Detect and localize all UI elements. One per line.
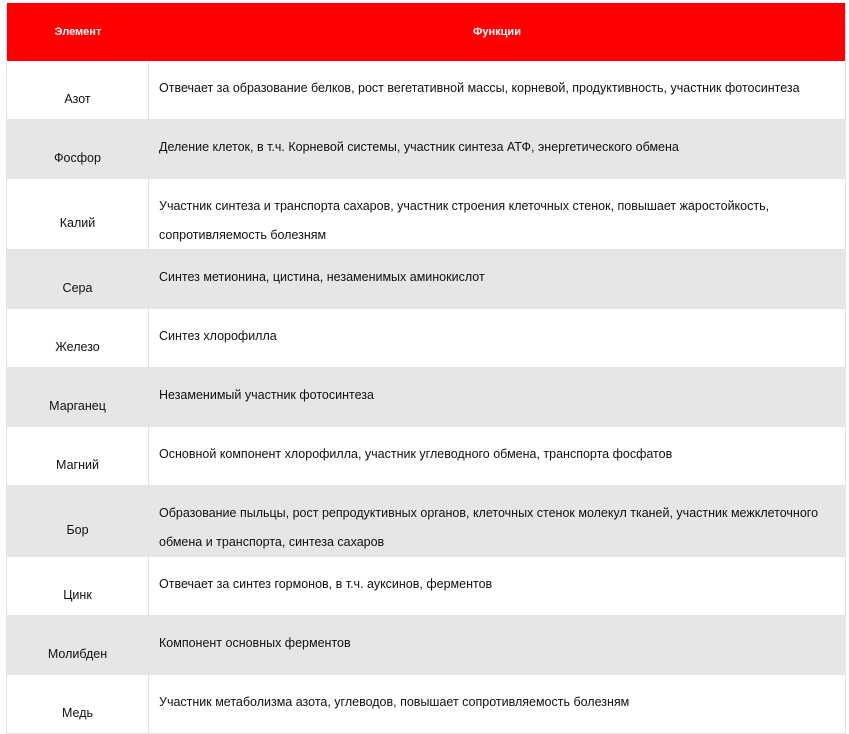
- element-cell: Калий: [7, 179, 149, 249]
- element-cell: Азот: [7, 61, 149, 119]
- table-row: [7, 368, 845, 427]
- header-element: Элемент: [54, 26, 102, 38]
- table-row: [7, 616, 845, 675]
- elements-table: [6, 3, 846, 734]
- function-cell: Участник синтеза и транспорта сахаров, участник строения клеточных стенок, повышает жаростойкость, сопротивляемость болезням: [159, 199, 770, 242]
- table-row: [7, 309, 845, 368]
- function-cell: Синтез хлорофилла: [159, 329, 277, 343]
- element-cell: Сера: [7, 250, 149, 308]
- function-cell: Отвечает за синтез гормонов, в т.ч. ауксинов, ферментов: [159, 577, 493, 591]
- header-functions: Функции: [473, 26, 521, 38]
- table-row: [7, 120, 845, 179]
- function-cell: Деление клеток, в т.ч. Корневой системы, участник синтеза АТФ, энергетического обмена: [159, 140, 679, 154]
- table-row: [7, 179, 845, 250]
- function-cell: Участник метаболизма азота, углеводов, повышает сопротивляемость болезням: [159, 695, 630, 709]
- function-cell: Незаменимый участник фотосинтеза: [159, 388, 374, 402]
- element-cell: Молибден: [7, 616, 149, 674]
- function-cell: Основной компонент хлорофилла, участник углеводного обмена, транспорта фосфатов: [159, 447, 673, 461]
- table-row: [7, 427, 845, 486]
- function-cell: Синтез метионина, цистина, незаменимых аминокислот: [159, 270, 485, 284]
- table-row: [7, 675, 845, 734]
- table-row: [7, 557, 845, 616]
- table-row: [7, 61, 845, 120]
- element-cell: Бор: [7, 486, 149, 556]
- element-cell: Магний: [7, 427, 149, 485]
- element-cell: Медь: [7, 675, 149, 733]
- table-row: [7, 486, 845, 557]
- table-header: [7, 3, 845, 61]
- element-cell: Железо: [7, 309, 149, 367]
- function-cell: Образование пыльцы, рост репродуктивных органов, клеточных стенок молекул тканей, участник межклеточного обмена и транспорта, синтеза сахаров: [159, 506, 819, 549]
- element-cell: Цинк: [7, 557, 149, 615]
- element-cell: Фосфор: [7, 120, 149, 178]
- element-cell: Марганец: [7, 368, 149, 426]
- function-cell: Компонент основных ферментов: [159, 636, 351, 650]
- function-cell: Отвечает за образование белков, рост вегетативной массы, корневой, продуктивность, участник фотосинтеза: [159, 81, 800, 95]
- table-row: [7, 250, 845, 309]
